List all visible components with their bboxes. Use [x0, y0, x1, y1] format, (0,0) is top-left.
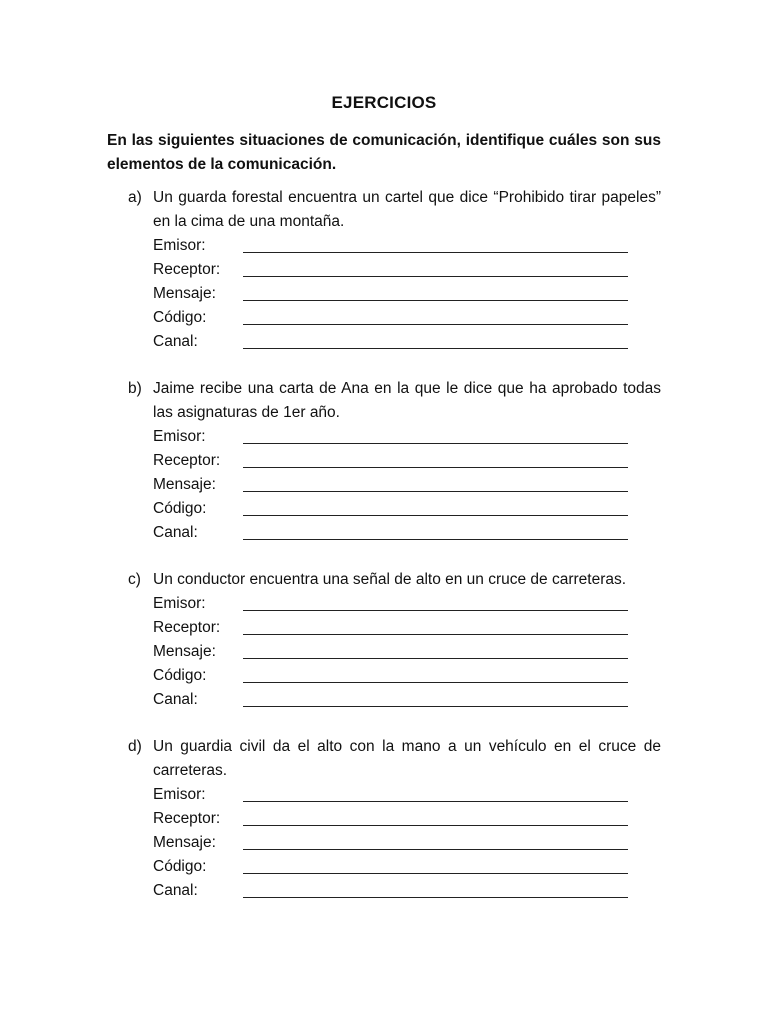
answer-blank[interactable]	[243, 429, 628, 444]
exercise-statement: Un guarda forestal encuentra un cartel que dice “Prohibido tirar papeles” en la cima de una montaña.	[153, 189, 661, 230]
answer-blank[interactable]	[243, 811, 628, 826]
answer-fields	[153, 425, 661, 545]
answer-blank[interactable]	[243, 620, 628, 635]
field-label: Mensaje:	[153, 476, 216, 493]
exercise-a	[128, 186, 661, 354]
answer-fields	[153, 592, 661, 712]
field-emisor	[153, 783, 661, 807]
answer-blank[interactable]	[243, 787, 628, 802]
field-label: Canal:	[153, 524, 198, 541]
field-mensaje	[153, 282, 661, 306]
field-receptor	[153, 449, 661, 473]
answer-blank[interactable]	[243, 477, 628, 492]
field-mensaje	[153, 640, 661, 664]
answer-blank[interactable]	[243, 835, 628, 850]
answer-blank[interactable]	[243, 859, 628, 874]
answer-blank[interactable]	[243, 286, 628, 301]
field-label: Emisor:	[153, 595, 206, 612]
field-mensaje	[153, 831, 661, 855]
exercise-c	[128, 568, 661, 712]
field-label: Receptor:	[153, 810, 221, 827]
exercise-letter: d)	[128, 738, 142, 755]
field-label: Código:	[153, 858, 207, 875]
exercise-b	[128, 377, 661, 545]
answer-blank[interactable]	[243, 238, 628, 253]
field-receptor	[153, 807, 661, 831]
exercise-letter: b)	[128, 380, 142, 397]
field-canal	[153, 688, 661, 712]
answer-fields	[153, 234, 661, 354]
field-label: Canal:	[153, 691, 198, 708]
exercise-statement: Un conductor encuentra una señal de alto en un cruce de carreteras.	[153, 571, 627, 588]
exercise-statement: Jaime recibe una carta de Ana en la que le dice que ha aprobado todas las asignaturas de 1er año.	[153, 380, 661, 421]
field-label: Emisor:	[153, 786, 206, 803]
field-label: Canal:	[153, 882, 198, 899]
answer-blank[interactable]	[243, 883, 628, 898]
exercise-letter: c)	[128, 571, 141, 588]
answer-blank[interactable]	[243, 501, 628, 516]
page-title: EJERCICIOS	[331, 93, 437, 112]
field-canal	[153, 330, 661, 354]
field-codigo	[153, 306, 661, 330]
field-label: Código:	[153, 667, 207, 684]
answer-blank[interactable]	[243, 692, 628, 707]
field-label: Receptor:	[153, 261, 221, 278]
field-emisor	[153, 425, 661, 449]
field-label: Código:	[153, 309, 207, 326]
field-receptor	[153, 616, 661, 640]
answer-blank[interactable]	[243, 668, 628, 683]
field-canal	[153, 521, 661, 545]
field-canal	[153, 879, 661, 903]
field-receptor	[153, 258, 661, 282]
answer-blank[interactable]	[243, 262, 628, 277]
field-label: Código:	[153, 500, 207, 517]
field-label: Mensaje:	[153, 643, 216, 660]
exercise-letter: a)	[128, 189, 142, 206]
exercise-statement: Un guardia civil da el alto con la mano a un vehículo en el cruce de carreteras.	[153, 738, 661, 779]
field-emisor	[153, 592, 661, 616]
field-emisor	[153, 234, 661, 258]
answer-blank[interactable]	[243, 453, 628, 468]
answer-fields	[153, 783, 661, 903]
field-codigo	[153, 664, 661, 688]
field-label: Receptor:	[153, 452, 221, 469]
field-label: Receptor:	[153, 619, 221, 636]
answer-blank[interactable]	[243, 310, 628, 325]
field-codigo	[153, 497, 661, 521]
field-codigo	[153, 855, 661, 879]
field-label: Canal:	[153, 333, 198, 350]
exercise-d	[128, 735, 661, 903]
field-label: Emisor:	[153, 428, 206, 445]
field-mensaje	[153, 473, 661, 497]
field-label: Mensaje:	[153, 285, 216, 302]
answer-blank[interactable]	[243, 525, 628, 540]
field-label: Mensaje:	[153, 834, 216, 851]
answer-blank[interactable]	[243, 334, 628, 349]
field-label: Emisor:	[153, 237, 206, 254]
answer-blank[interactable]	[243, 596, 628, 611]
instructions: En las siguientes situaciones de comunicación, identifique cuáles son sus elementos de la comunicación.	[107, 132, 661, 173]
answer-blank[interactable]	[243, 644, 628, 659]
